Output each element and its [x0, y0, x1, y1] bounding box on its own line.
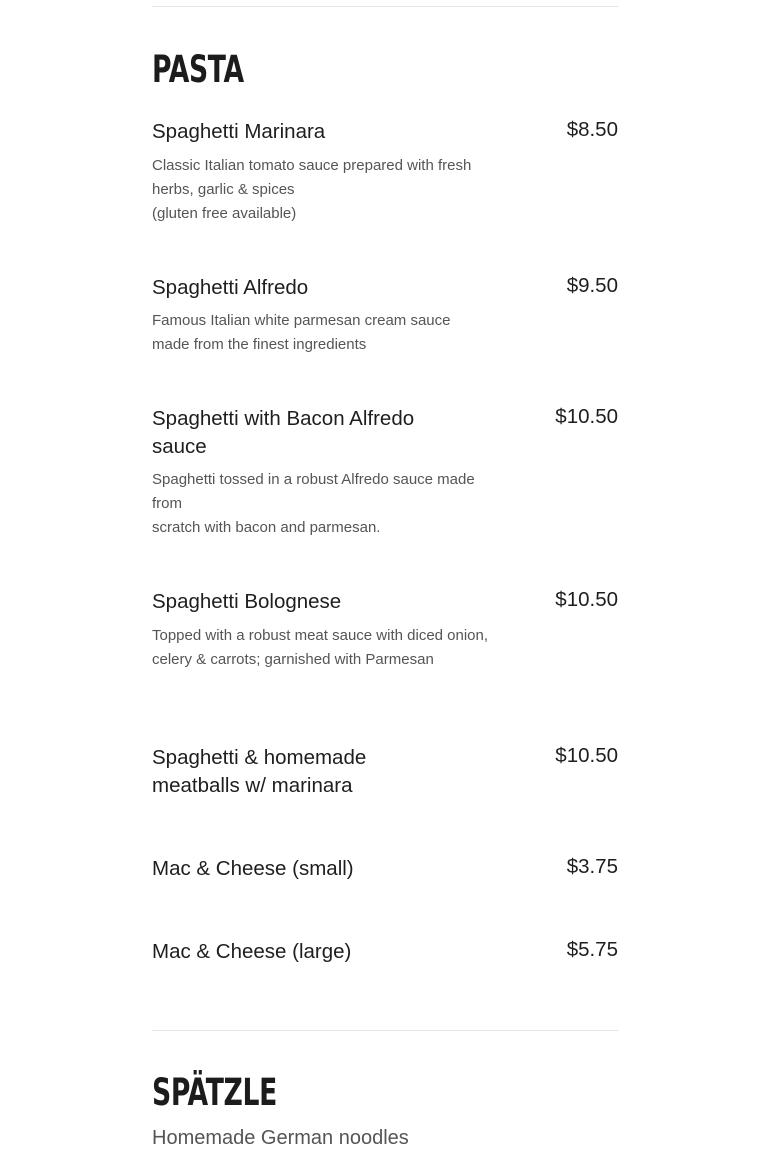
menu-item-price: $10.50 — [555, 744, 618, 767]
section-divider-top — [152, 6, 618, 7]
menu-item-description: Topped with a robust meat sauce with diced onion, celery & carrots; garnished with Parmesan — [152, 627, 489, 668]
menu-item-name: Spaghetti & homemade meatballs w/ marinara — [152, 746, 367, 797]
menu-item-price: $8.50 — [566, 118, 618, 141]
menu-item-price: $9.50 — [566, 274, 618, 297]
menu-item-description: Classic Italian tomato sauce prepared with fresh herbs, garlic & spices (gluten free available) — [152, 157, 472, 222]
menu-item-name: Spaghetti Bolognese — [152, 590, 342, 613]
menu-item-name: Spaghetti Alfredo — [152, 276, 309, 299]
menu-item-price: $3.75 — [566, 855, 618, 878]
menu-item-name: Spaghetti with Bacon Alfredo sauce — [152, 407, 415, 458]
menu-item-name: Mac & Cheese (large) — [152, 940, 352, 963]
menu-item-price: $5.75 — [566, 938, 618, 961]
section-title-pasta: PASTA — [152, 48, 244, 91]
menu-item-description: Spaghetti tossed in a robust Alfredo sauce made from scratch with bacon and parmesan. — [152, 471, 475, 536]
section-divider — [152, 1030, 618, 1031]
menu-item-description: Famous Italian white parmesan cream sauce made from the finest ingredients — [152, 312, 451, 353]
menu-item-price: $10.50 — [555, 588, 618, 611]
section-title-spatzle: SPÄTZLE — [152, 1071, 277, 1114]
menu-item-name: Mac & Cheese (small) — [152, 857, 354, 880]
menu-item-price: $10.50 — [555, 405, 618, 428]
section-subtitle-spatzle: Homemade German noodles — [152, 1127, 409, 1149]
menu-item-name: Spaghetti Marinara — [152, 120, 326, 143]
